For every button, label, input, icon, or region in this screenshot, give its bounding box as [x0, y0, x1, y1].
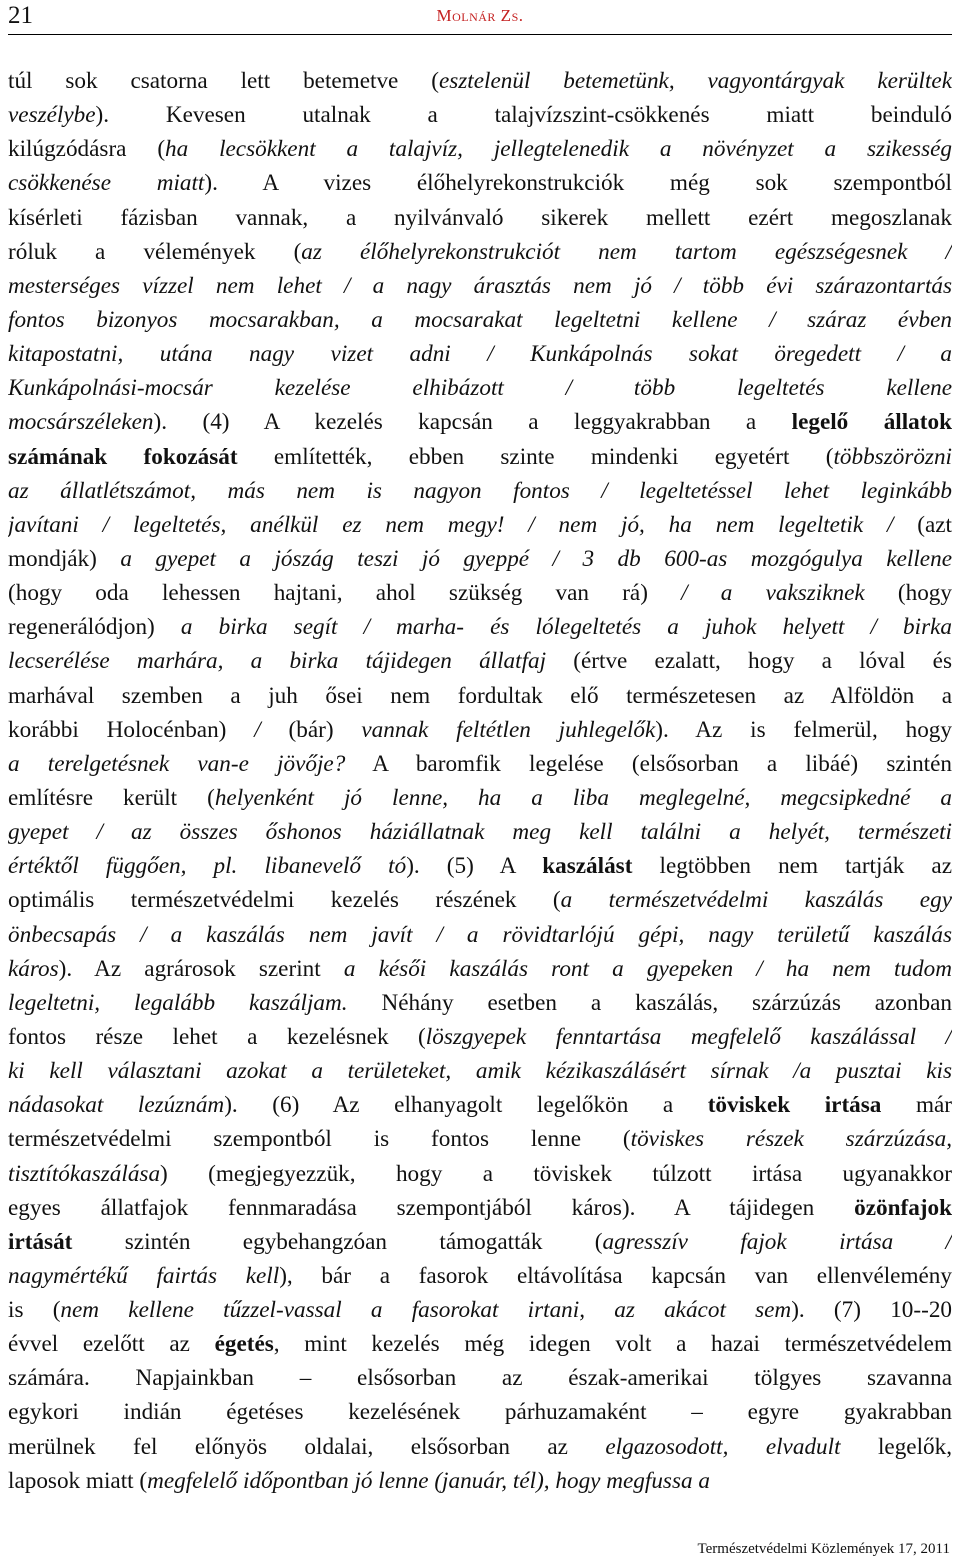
text-line — [8, 542, 952, 576]
text-line — [8, 1088, 952, 1122]
italic-run: mesterséges vízzel nem lehet / a nagy árasztás nem jó / több évi szárazontartás — [8, 272, 952, 299]
running-author: Molnár Zs. — [436, 6, 524, 25]
italic-run: kitapostatni, utána nagy vizet adni / Kunkápolnás sokat öregedett / a — [8, 341, 952, 368]
italic-run: agresszív fajok irtása / — [602, 1228, 952, 1255]
text-run: merülnek fel előnyös oldalai, elsősorban az — [8, 1433, 606, 1460]
text-line — [8, 1054, 952, 1088]
italic-run: az élőhelyrekonstrukciót nem tartom egészségesnek / — [301, 238, 952, 265]
text-run: egykori indián égetéses kezelésének párhuzamaként – egyre gyakrabban — [8, 1399, 952, 1426]
text-line — [8, 747, 952, 781]
text-line — [8, 1157, 952, 1191]
italic-run: a késői kaszálás ront a gyepeken / ha nem tudom — [343, 955, 952, 982]
body-text — [8, 64, 952, 1498]
text-run: szintén egybehangzóan támogatták ( — [72, 1228, 603, 1255]
text-run: egyes állatfajok fennmaradása szempontjából káros). A tájidegen — [8, 1194, 855, 1221]
italic-run: megfelelő időpontban jó lenne (január, tél), hogy megfussa a — [147, 1467, 710, 1494]
text-run: már — [881, 1092, 952, 1119]
text-line — [8, 371, 952, 405]
text-line — [8, 474, 952, 508]
text-line — [8, 269, 952, 303]
italic-run: löszgyepek fenntartása megfelelő kaszálással / — [425, 1023, 952, 1050]
text-line — [8, 337, 952, 371]
italic-run: többszörözni — [833, 443, 952, 470]
text-line — [8, 166, 952, 200]
text-run: ). (6) Az elhanyagolt legelőkön a — [224, 1092, 708, 1119]
text-line — [8, 201, 952, 235]
text-run: ). A vizes élőhelyrekonstrukciók még sok szempontból — [204, 170, 952, 197]
italic-run: / a vaksziknek — [681, 580, 865, 607]
bold-run: számának fokozását — [8, 443, 238, 470]
text-run: ). (5) A — [406, 853, 543, 880]
text-line — [8, 1122, 952, 1156]
text-run: (értve ezalatt, hogy a lóval és — [546, 648, 952, 675]
bold-run: irtását — [8, 1228, 73, 1255]
bold-run: özönfajok — [854, 1194, 952, 1221]
italic-run: legeltetni, legalább kaszáljam. — [8, 989, 348, 1016]
page-number: 21 — [8, 2, 33, 29]
italic-run: elgazosodott, elvadult — [605, 1433, 841, 1460]
text-line — [8, 1225, 952, 1259]
text-line — [8, 440, 952, 474]
text-run: (bár) — [260, 716, 362, 743]
text-line — [8, 644, 952, 678]
text-run: , mint kezelés még idegen volt a hazai természetvédelem — [273, 1331, 952, 1358]
italic-run: vannak feltétlen juhlegelők — [361, 716, 656, 743]
text-run: optimális természetvédelmi kezelés részének ( — [8, 887, 561, 914]
italic-run: értéktől függően, pl. libanevelő tó — [8, 853, 407, 880]
text-line — [8, 679, 952, 713]
italic-run: a természetvédelmi kaszálás egy — [560, 887, 952, 914]
text-run: évvel ezelőtt az — [8, 1331, 215, 1358]
text-run: számára. Napjainkban – elsősorban az észak-amerikai tölgyes szavanna — [8, 1365, 952, 1392]
italic-run: veszélybe — [8, 102, 96, 129]
text-line — [8, 1395, 952, 1429]
text-run: laposok miatt ( — [8, 1467, 148, 1494]
text-run: ). Az agrárosok szerint — [58, 955, 344, 982]
text-run: A baromfik legelése (elsősorban a libáé) szintén — [345, 750, 952, 777]
italic-run: csökkenése miatt — [8, 170, 205, 197]
text-run: ), bár a fasorok eltávolítása kapcsán van ellenvélemény — [279, 1262, 952, 1289]
italic-run: javítani / legeltetés, anélkül ez nem megy! / nem jó, ha nem legeltetik / — [8, 511, 894, 538]
text-run: (hogy oda lehessen hajtani, ahol szükség van rá) — [8, 580, 682, 607]
italic-run: esztelenül betemetünk, vagyontárgyak kerültek — [438, 68, 952, 94]
text-line — [8, 64, 952, 98]
italic-run: a gyepet a jószág teszi jó gyeppé / 3 db 600-as mozgógulya kellene — [120, 545, 952, 572]
italic-run: / — [254, 716, 261, 743]
italic-run: ha lecsökkent a talajvíz, jellegtelenedik a növényzet a szikesség — [165, 136, 952, 163]
text-line — [8, 1293, 952, 1327]
text-line — [8, 713, 952, 747]
bold-run: égetés — [214, 1331, 274, 1358]
text-run: említették, ebben szinte mindenki egyetért ( — [237, 443, 834, 470]
italic-run: az állatlétszámot, más nem is nagyon fontos / legeltetéssel lehet leginkább — [8, 477, 952, 504]
text-line — [8, 1020, 952, 1054]
text-run: (hogy — [864, 580, 952, 607]
text-line — [8, 952, 952, 986]
text-line — [8, 1361, 952, 1395]
text-line — [8, 1327, 952, 1361]
text-line — [8, 986, 952, 1020]
text-line — [8, 576, 952, 610]
text-run: fontos része lehet a kezelésnek ( — [8, 1023, 426, 1050]
text-line — [8, 1464, 952, 1498]
text-run: regenerálódjon) — [8, 614, 181, 641]
italic-run: ki kell választani azokat a területeket, amik kézikaszálásért sírnak /a pusztai kis — [8, 1058, 952, 1085]
text-line — [8, 610, 952, 644]
text-run: ). Kevesen utalnak a talajvízszint-csökkenés miatt beinduló — [95, 102, 952, 129]
text-line — [8, 508, 952, 542]
text-line — [8, 781, 952, 815]
text-line — [8, 1259, 952, 1293]
italic-run: töviskes részek szárzúzása, — [630, 1126, 952, 1153]
italic-run: nagymértékű fairtás kell — [8, 1262, 280, 1289]
text-line — [8, 405, 952, 439]
bold-run: kaszálást — [542, 853, 633, 880]
text-run: ). (4) A kezelés kapcsán a leggyakrabban a — [153, 409, 792, 436]
text-run: túl sok csatorna lett betemetve ( — [8, 68, 439, 94]
italic-run: káros — [8, 955, 59, 982]
text-run: korábbi Holocénban) — [8, 716, 255, 743]
journal-footer: Természetvédelmi Közlemények 17, 2011 — [697, 1541, 950, 1557]
text-line — [8, 849, 952, 883]
text-run: legtöbben nem tartják az — [632, 853, 952, 880]
text-line — [8, 132, 952, 166]
italic-run: gyepet / az összes őshonos háziállatnak meg kell találni a helyét, természeti — [8, 819, 952, 846]
italic-run: a terelgetésnek van-e jövője? — [8, 750, 346, 777]
italic-run: nem kellene tűzzel-vassal a fasorokat irtani, az akácot sem — [60, 1297, 792, 1324]
text-line — [8, 815, 952, 849]
text-run: kilúgzódásra ( — [8, 136, 166, 163]
text-run: ) (megjegyezzük, hogy a töviskek túlzott irtása ugyanakkor — [160, 1160, 952, 1187]
text-line — [8, 98, 952, 132]
italic-run: mocsárszéleken — [8, 409, 154, 436]
text-run: kísérleti fázisban vannak, a nyilvánvaló sikerek mellett ezért megoszlanak — [8, 204, 952, 231]
text-run: mondják) — [8, 545, 121, 572]
text-line — [8, 303, 952, 337]
text-line — [8, 918, 952, 952]
text-line — [8, 1191, 952, 1225]
bold-run: töviskek irtása — [707, 1092, 882, 1119]
italic-run: lecserélése marhára, a birka tájidegen állatfaj — [8, 648, 547, 675]
italic-run: tisztítókaszálása — [8, 1160, 161, 1187]
italic-run: önbecsapás / a kaszálás nem javít / a rövidtarlójú gépi, nagy területű kaszálás — [8, 921, 952, 948]
text-run: is ( — [8, 1297, 61, 1324]
italic-run: nádasokat lezúznám — [8, 1092, 225, 1119]
text-line — [8, 1430, 952, 1464]
text-run: ). Az is felmerül, hogy — [655, 716, 952, 743]
text-run: róluk a vélemények ( — [8, 238, 302, 265]
text-run: természetvédelmi szempontból is fontos lenne ( — [8, 1126, 631, 1153]
text-run: marhával szemben a juh ősei nem fordultak elő természetesen az Alföldön a — [8, 682, 952, 709]
italic-run: fontos bizonyos mocsarakban, a mocsarakat legeltetni kellene / száraz évben — [8, 306, 952, 333]
text-run: ). (7) 10--20 — [791, 1297, 952, 1324]
text-run: (azt — [893, 511, 952, 538]
text-run: legelők, — [840, 1433, 952, 1460]
italic-run: helyenként jó lenne, ha a liba meglegelné, megcsipkedné a — [214, 784, 952, 811]
italic-run: Kunkápolnási-mocsár kezelése elhibázott / több legeltetés kellene — [8, 375, 952, 402]
text-line — [8, 883, 952, 917]
italic-run: a birka segít / marha- és lólegeltetés a juhok helyett / birka — [180, 614, 952, 641]
bold-run: legelő állatok — [791, 409, 952, 436]
text-run: említésre került ( — [8, 784, 215, 811]
text-line — [8, 235, 952, 269]
text-run: Néhány esetben a kaszálás, szárzúzás azonban — [347, 989, 952, 1016]
running-header — [8, 0, 952, 35]
